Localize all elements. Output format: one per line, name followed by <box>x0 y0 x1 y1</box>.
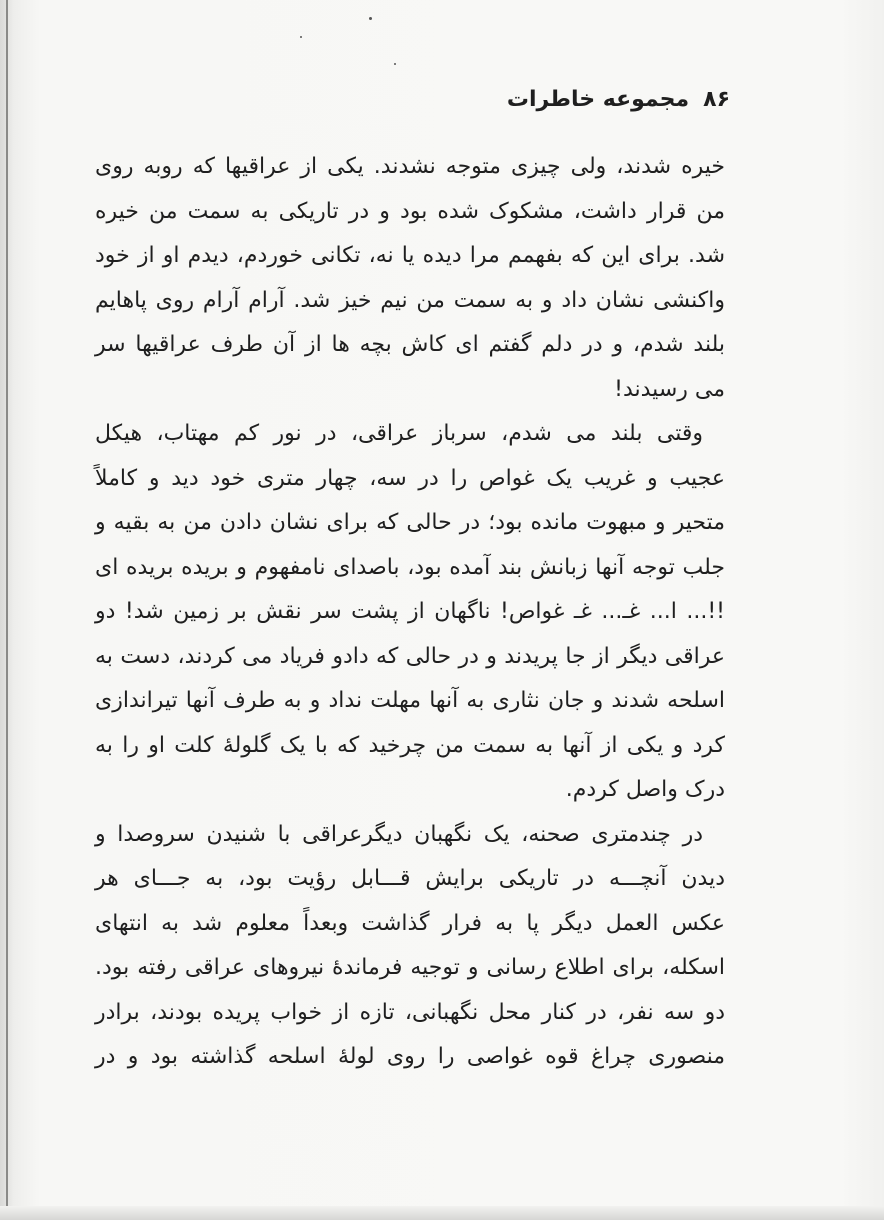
text-line: می رسیدند! <box>614 376 725 402</box>
text-line: واکنشی نشان داد و به سمت من نیم خیز شد. آرام آرام روی پاهایم <box>95 287 725 313</box>
scan-speck <box>300 36 302 38</box>
page-number: ۸۶ <box>703 86 730 112</box>
text-line: عراقی دیگر از جا پریدند و در حالی که دادو فریاد می کردند، دست به <box>95 643 725 669</box>
text-line: متحیر و مبهوت مانده بود؛ در حالی که برای نشان دادن من به بقیه و <box>95 510 725 535</box>
text-line: عجیب و غریب یک غواص را در سه، چهار متری خود دید و کاملاً <box>95 465 725 491</box>
binding-edge <box>6 0 8 1220</box>
text-line: اسلحه شدند و جان نثاری به آنها مهلت نداد و به طرف آنها تیراندازی <box>95 688 725 713</box>
running-title: مجموعه خاطرات <box>506 86 690 112</box>
text-line: اسکله، برای اطلاع رسانی و توجیه فرماندهٔ نیروهای عراقی رفته بود. <box>95 955 725 980</box>
scan-speck <box>369 17 372 20</box>
text-line: جلب توجه آنها زبانش بند آمده بود، باصدای نامفهوم و بریده بریده ای <box>95 554 725 580</box>
text-line: خیره شدند، ولی چیزی متوجه نشدند. یکی از عراقیها که روبه روی <box>95 154 725 179</box>
text-line: شد. برای این که بفهمم مرا دیده یا نه، تکانی خوردم، دیدم او از خود <box>95 243 725 268</box>
text-line: دو سه نفر، در کنار محل نگهبانی، تازه از خواب پریده بودند، برادر <box>95 999 725 1025</box>
text-line: دیدن آنچـــه در تاریکی برایش قـــابل رؤیت بود، به جـــای هر <box>95 866 725 891</box>
text-line: در چندمتری صحنه، یک نگهبان دیگرعراقی با شنیدن سروصدا و <box>95 821 703 847</box>
text-line: عکس العمل دیگر پا به فرار گذاشت وبعداً معلوم شد به انتهای <box>95 910 725 936</box>
text-line: وقتی بلند می شدم، سرباز عراقی، در نور کم مهتاب، هیکل <box>95 421 703 446</box>
text-line: کرد و یکی از آنها به سمت من چرخید که با یک گلولهٔ کلت او را به <box>95 732 725 758</box>
text-line: منصوری چراغ قوه غواصی را روی لولهٔ اسلحه گذاشته بود و در <box>95 1044 725 1069</box>
page-header <box>500 84 730 114</box>
page-bottom-edge <box>0 1206 884 1220</box>
text-line: !!... ا... غـ... غـ غواص! ناگهان از پشت سر نقش بر زمین شد! دو <box>95 599 725 624</box>
scan-speck <box>394 63 396 65</box>
text-line: من قرار داشت، مشکوک شده بود و در تاریکی به سمت من خیره <box>95 198 725 224</box>
body-text <box>95 145 725 1080</box>
text-line: بلند شدم، و در دلم گفتم ای کاش بچه ها از آن طرف عراقیها سر <box>95 332 725 357</box>
text-line: درک واصل کردم. <box>565 777 725 802</box>
